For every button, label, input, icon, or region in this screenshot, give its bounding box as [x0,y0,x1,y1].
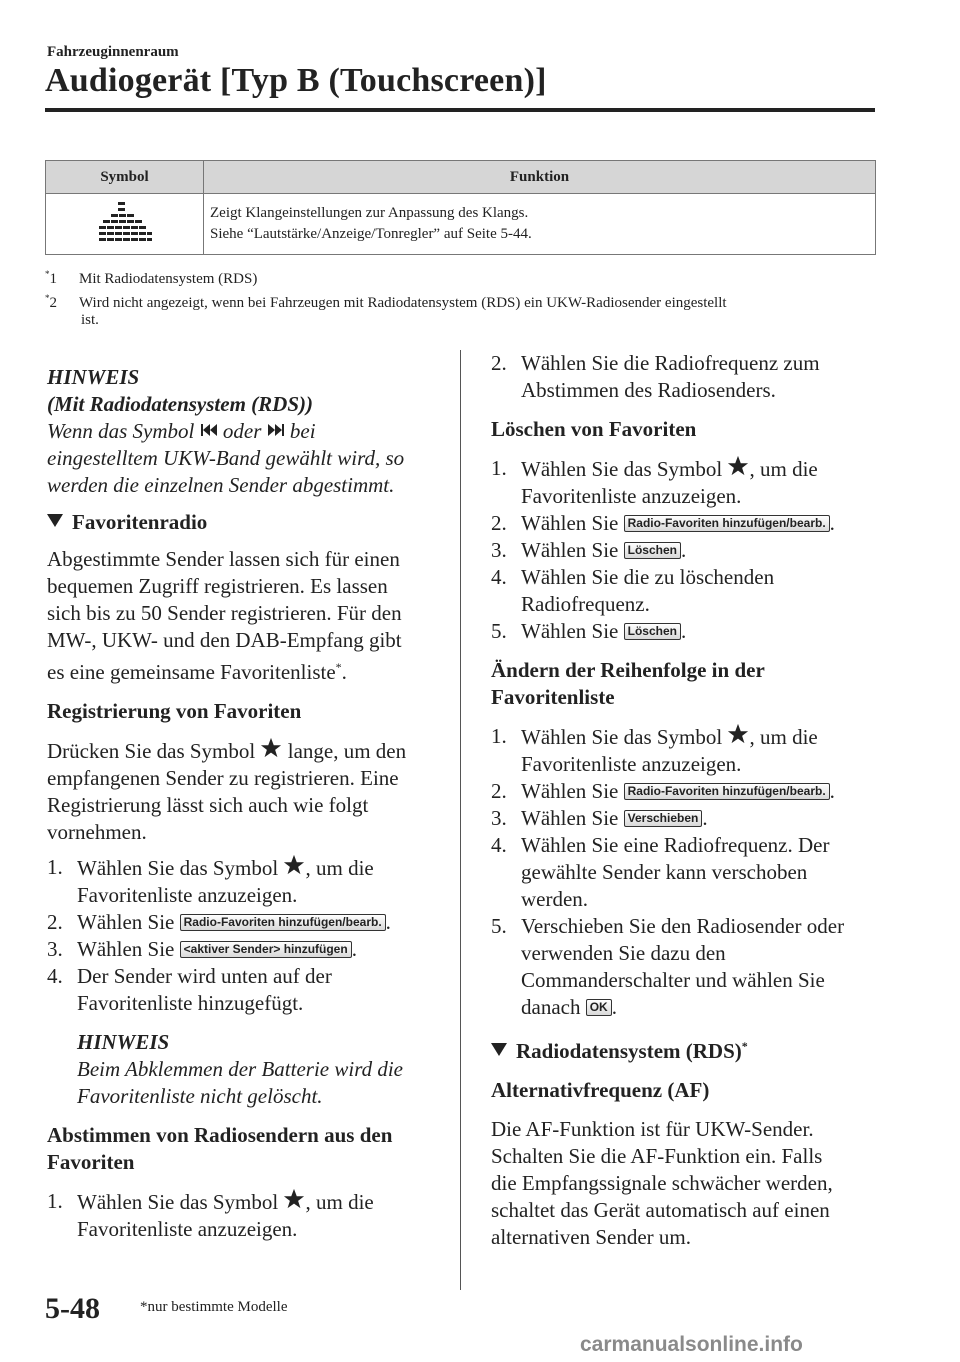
register-text: Registrierung lässt sich auch wie folgt [47,793,369,817]
favorites-text: MW-, UKW- und den DAB-Empfang gibt [47,628,402,652]
table-row [46,194,876,255]
note-title: HINWEIS [77,1030,170,1054]
column-divider [460,350,461,1290]
list-item: 1. Wählen Sie das Symbol , um die Favoritenliste anzuzeigen. [47,1189,374,1241]
order-heading: Favoritenliste [491,685,615,709]
tune-heading: Abstimmen von Radiosendern aus den [47,1123,393,1147]
delete-heading: Löschen von Favoriten [491,417,697,441]
right-column [491,350,891,1251]
rds-heading: Radiodatensystem (RDS)* [491,1033,891,1065]
model-note: *nur bestimmte Modelle [140,1299,288,1315]
favorites-heading: Favoritenradio [47,509,442,536]
af-text: schaltet das Gerät automatisch auf einen [491,1198,830,1222]
list-item: 5. Verschieben Sie den Radiosender oder verwenden Sie dazu den Commanderschalter und wählen Sie danach OK . [491,914,845,1019]
list-item: 3. Wählen Sie Löschen . [491,538,687,562]
page-number: 5-48 [45,1292,100,1325]
order-heading: Ändern der Reihenfolge in der [491,658,765,682]
triangle-icon [491,1043,507,1056]
footnote-1: *1 Mit Radiodatensystem (RDS) [45,269,258,287]
section-label: Fahrzeuginnenraum [47,44,179,60]
list-item: 1. Wählen Sie das Symbol , um die Favoritenliste anzuzeigen. [491,456,818,508]
footnote-2-cont: ist. [81,312,99,328]
list-item: 1. Wählen Sie das Symbol , um die Favoritenliste anzuzeigen. [491,724,818,776]
note-text: Favoritenliste nicht gelöscht. [77,1084,323,1108]
note-text: Beim Abklemmen der Batterie wird die [77,1057,404,1081]
star-icon [727,455,749,477]
star-icon [283,854,305,876]
note-text: Wenn das Symbol oder bei [47,419,316,443]
favorites-text: Abgestimmte Sender lassen sich für einen [47,547,400,571]
star-icon [260,737,282,759]
list-item: 2. Wählen Sie Radio-Favoriten hinzufügen/bearb. . [491,511,835,535]
list-item: 2. Wählen Sie die Radiofrequenz zum Abstimmen des Radiosenders. [491,351,820,402]
register-text: vornehmen. [47,820,147,844]
note-text-3: werden die einzelnen Sender abgestimmt. [47,473,395,497]
af-heading: Alternativfrequenz (AF) [491,1078,710,1102]
page-title: Audiogerät [Typ B (Touchscreen)] [45,62,547,99]
table-header-symbol: Symbol [46,161,204,194]
list-item: 1. Wählen Sie das Symbol , um die Favoritenliste anzuzeigen. [47,855,374,907]
list-item: 4. Wählen Sie eine Radiofrequenz. Der gewählte Sender kann verschoben werden. [491,833,830,911]
skip-back-icon [200,423,218,437]
watermark: carmanualsonline.info [580,1333,803,1356]
list-item: 5. Wählen Sie Löschen . [491,619,687,643]
table-header-function: Funktion [204,161,876,194]
favorites-text: sich bis zu 50 Sender registrieren. Für den [47,601,402,625]
triangle-icon [47,514,63,527]
list-item: 3. Wählen Sie Verschieben . [491,806,708,830]
list-item: 3. Wählen Sie <aktiver Sender> hinzufügen . [47,937,357,961]
register-heading: Registrierung von Favoriten [47,699,302,723]
af-text: Schalten Sie die AF-Funktion ein. Falls [491,1144,823,1168]
move-button[interactable]: Verschieben [624,810,703,827]
left-column [47,364,442,1243]
af-text: alternativen Sender um. [491,1225,692,1249]
af-text: die Empfangssignale schwächer werden, [491,1171,833,1195]
add-active-station-button[interactable]: <aktiver Sender> hinzufügen [180,941,352,958]
star-icon [727,723,749,745]
function-text-2: Siehe “Lautstärke/Anzeige/Tonregler” auf Seite 5-44. [210,226,532,242]
note-subtitle: (Mit Radiodatensystem (RDS)) [47,392,313,416]
equalizer-icon [97,200,153,244]
note-title: HINWEIS [47,365,140,389]
symbol-table [45,160,876,255]
ok-button[interactable]: OK [586,999,612,1016]
list-item: 2. Wählen Sie Radio-Favoriten hinzufügen/bearb. . [491,779,835,803]
note-text-2: eingestelltem UKW-Band gewählt wird, so [47,446,405,470]
radio-favorites-button[interactable]: Radio-Favoriten hinzufügen/bearb. [180,914,386,931]
title-rule [45,108,875,112]
skip-forward-icon [267,423,285,437]
delete-button[interactable]: Löschen [624,623,681,640]
list-item: 2. Wählen Sie Radio-Favoriten hinzufügen/bearb. . [47,910,391,934]
af-text: Die AF-Funktion ist für UKW-Sender. [491,1117,814,1141]
register-text: Drücken Sie das Symbol lange, um den [47,739,407,763]
delete-button[interactable]: Löschen [624,542,681,559]
radio-favorites-button[interactable]: Radio-Favoriten hinzufügen/bearb. [624,515,830,532]
note-box [77,1029,442,1110]
favorites-text: bequemen Zugriff registrieren. Es lassen [47,574,388,598]
register-text: empfangenen Sender zu registrieren. Eine [47,766,399,790]
function-text-1: Zeigt Klangeinstellungen zur Anpassung des Klangs. [210,205,529,221]
star-icon [283,1188,305,1210]
favorites-text: es eine gemeinsame Favoritenliste*. [47,660,347,684]
footnote-2: *2 Wird nicht angezeigt, wenn bei Fahrzeugen mit Radiodatensystem (RDS) ein UKW-Radiosender eingestellt [45,293,727,311]
radio-favorites-button[interactable]: Radio-Favoriten hinzufügen/bearb. [624,783,830,800]
tune-heading: Favoriten [47,1150,135,1174]
list-item: 4. Wählen Sie die zu löschenden Radiofrequenz. [491,565,775,616]
list-item: 4. Der Sender wird unten auf der Favoritenliste hinzugefügt. [47,964,332,1015]
